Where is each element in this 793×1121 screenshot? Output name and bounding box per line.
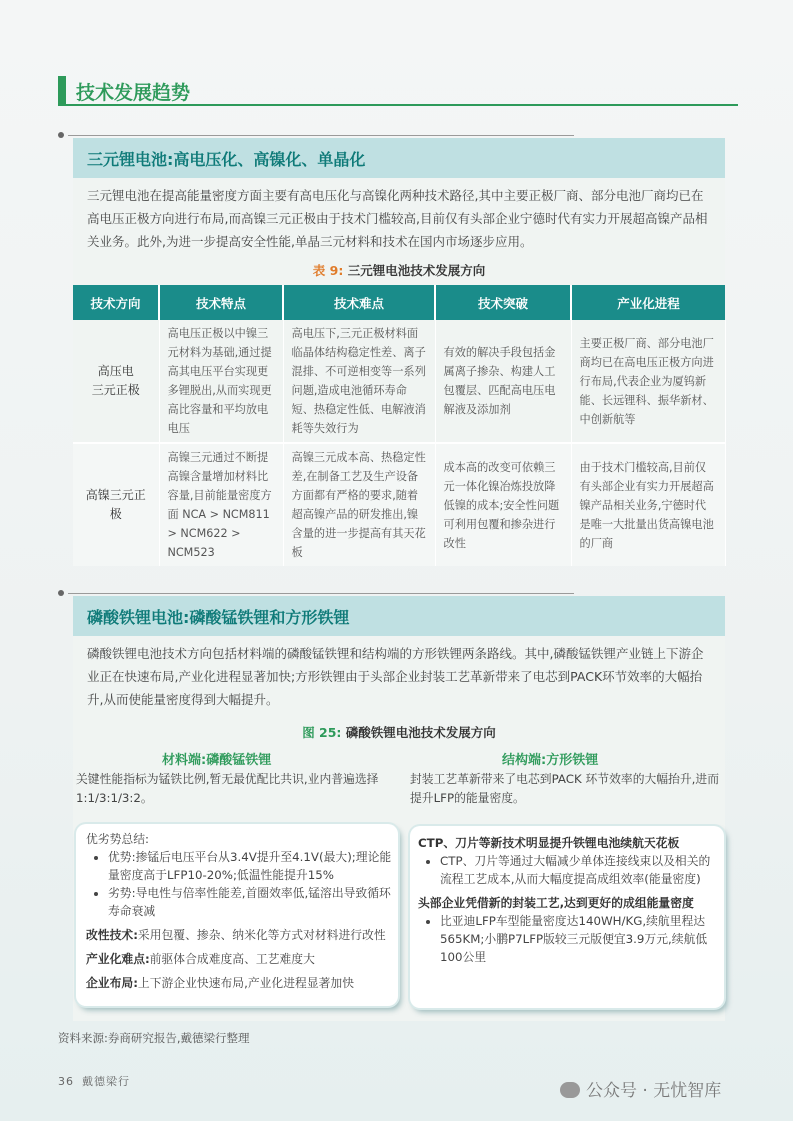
page-title-block [58, 74, 738, 106]
table9-caption [73, 261, 725, 285]
page-number: 36 [58, 1075, 74, 1088]
modify-tech-text: 采用包覆、掺杂、纳米化等方式对材料进行改性 [137, 928, 386, 942]
lmfp-summary-card [76, 824, 398, 1006]
table-header-row [73, 285, 725, 320]
list-item: • 比亚迪LFP车型能量密度达140WH/KG,续航里程达565KM;小鹏P7LFP版较三元版便宜3.9万元,续航低100公里 [440, 912, 718, 966]
section1-bullet-dot [58, 132, 64, 138]
section2-paragraph: 磷酸铁锂电池技术方向包括材料端的磷酸锰铁锂和结构端的方形铁锂两条路线。其中,磷酸锰铁锂产业链上下游企业正在快速布局,产业化进程显著加快;方形铁锂由于头部企业封装工艺革新带来了电芯到PACK环节效率的大幅抬升,从而使能量密度得到大幅提升。 [87, 646, 704, 707]
industrial-difficulty-label: 产业化难点: [86, 952, 150, 966]
wechat-icon [560, 1082, 580, 1098]
modify-tech [86, 926, 392, 944]
row-breakthrough: 有效的解决手段包括金属离子掺杂、构建人工包覆层、匹配高电压电解液及添加剂 [435, 320, 571, 443]
row-difficulty: 高电压下,三元正极材料面临晶体结构稳定性差、离子混排、不可逆相变等一系列问题,造成电池循环寿命短、热稳定性低、电解液消耗等失效行为 [283, 320, 435, 443]
list-item: • CTP、刀片等通过大幅减少单体连接线束以及相关的流程工艺成本,从而大幅度提高成组效率(能量密度) [440, 852, 718, 888]
figure25-caption-text: 磷酸铁锂电池技术发展方向 [341, 725, 496, 740]
section1-title: 三元锂电池:高电压化、高镍化、单晶化 [87, 150, 366, 169]
list-item: • 劣势:导电性与倍率性能差,首圈效率低,锰溶出导致循环寿命衰减 [108, 884, 392, 920]
ctp-list [418, 852, 718, 888]
section2-bullet-line [68, 593, 574, 594]
table-header-cell: 技术难点 [283, 285, 435, 320]
list-item: • 优势:掺锰后电压平台从3.4V提升至4.1V(最大);理论能量密度高于LFP10-20%;低温性能提升15% [108, 848, 392, 884]
table-row [73, 443, 725, 566]
page-title: 技术发展趋势 [76, 82, 191, 104]
enterprise-layout [86, 974, 392, 992]
watermark-text: 公众号 · 无忧智库 [586, 1081, 722, 1101]
enterprise-layout-label: 企业布局: [86, 976, 138, 990]
table9-caption-text: 三元锂电池技术发展方向 [343, 263, 486, 278]
ternary-trend-table [73, 285, 726, 566]
section2-bullet-dot [58, 590, 64, 596]
table-header-cell: 技术特点 [159, 285, 283, 320]
row-industrial: 由于技术门槛较高,目前仅有头部企业有实力开展超高镍产品相关业务,宁德时代是唯一大批量出货高镍电池的厂商 [571, 443, 725, 566]
section2-title: 磷酸铁锂电池:磷酸锰铁锂和方形铁锂 [87, 608, 350, 627]
title-accent-bar [58, 76, 66, 104]
title-rule [58, 104, 738, 106]
left-column-desc: 关键性能指标为锰铁比例,暂无最优配比共识,业内普遍选择1:1/3:1/3:2。 [76, 772, 379, 805]
table-header-cell: 技术突破 [435, 285, 571, 320]
advantages-list [86, 848, 392, 920]
row-breakthrough: 成本高的改变可依赖三元一体化镍冶炼投放降低镍的成本;安全性问题可利用包覆和掺杂进行改性 [435, 443, 571, 566]
row-direction: 高压电 三元正极 [73, 320, 159, 443]
source-note: 资料来源:券商研究报告,戴德梁行整理 [58, 1031, 250, 1045]
row-direction: 高镍三元正极 [73, 443, 159, 566]
section1-bullet-line [68, 135, 574, 136]
watermark [560, 1076, 721, 1101]
industrial-difficulty-text: 前驱体合成难度高、工艺难度大 [149, 952, 315, 966]
figure25-caption [73, 723, 725, 741]
section1-paragraph: 三元锂电池在提高能量密度方面主要有高电压化与高镍化两种技术路径,其中主要正极厂商、部分电池厂商均已在高电压正极方向进行布局,而高镍三元正极由于技术门槛较高,目前仅有头部企业宁德时代有实力开展超高镍产品相关业务。此外,为进一步提高安全性能,单晶三元材料和技术在国内市场逐步应用。 [87, 188, 708, 249]
section2-header [73, 596, 725, 636]
footer-company: 戴德梁行 [82, 1075, 130, 1088]
modify-tech-label: 改性技术: [86, 928, 138, 942]
ctp-heading: CTP、刀片等新技术明显提升铁锂电池续航天花板 [418, 836, 680, 850]
enterprise-layout-text: 上下游企业快速布局,产业化进程显著加快 [137, 976, 355, 990]
section-ternary-lithium [73, 138, 725, 558]
figure25-caption-num: 图 25: [302, 725, 342, 740]
industrial-difficulty [86, 950, 392, 968]
right-column-title: 结构端:方形铁锂 [502, 753, 599, 768]
page-footer [58, 1073, 130, 1089]
row-industrial: 主要正极厂商、部分电池厂商均已在高电压正极方向进行布局,代表企业为厦钨新能、长远锂科、振华新材、中创新航等 [571, 320, 725, 443]
right-column-desc: 封装工艺革新带来了电芯到PACK 环节效率的大幅抬升,进而提升LFP的能量密度。 [410, 772, 720, 805]
advantages-heading: 优劣势总结: [86, 832, 149, 846]
table9-caption-num: 表 9: [312, 263, 344, 278]
row-difficulty: 高镍三元成本高、热稳定性差,在制备工艺及生产设备方面都有严格的要求,随着超高镍产品的研发推出,镍含量的进一步提高有其天花板 [283, 443, 435, 566]
table-row [73, 320, 725, 443]
left-column-title: 材料端:磷酸锰铁锂 [162, 753, 272, 768]
packaging-list [418, 912, 718, 966]
section1-header [73, 138, 725, 178]
table-header-cell: 技术方向 [73, 285, 159, 320]
square-lfp-card [410, 826, 724, 1008]
packaging-heading: 头部企业凭借新的封装工艺,达到更好的成组能量密度 [418, 896, 694, 910]
table-header-cell: 产业化进程 [571, 285, 725, 320]
row-feature: 高电压正极以中镍三元材料为基础,通过提高其电压平台实现更多锂脱出,从而实现更高比容量和平均放电电压 [159, 320, 283, 443]
row-feature: 高镍三元通过不断提高镍含量增加材料比容量,目前能量密度方面 NCA > NCM811 > NCM622 > NCM523 [159, 443, 283, 566]
